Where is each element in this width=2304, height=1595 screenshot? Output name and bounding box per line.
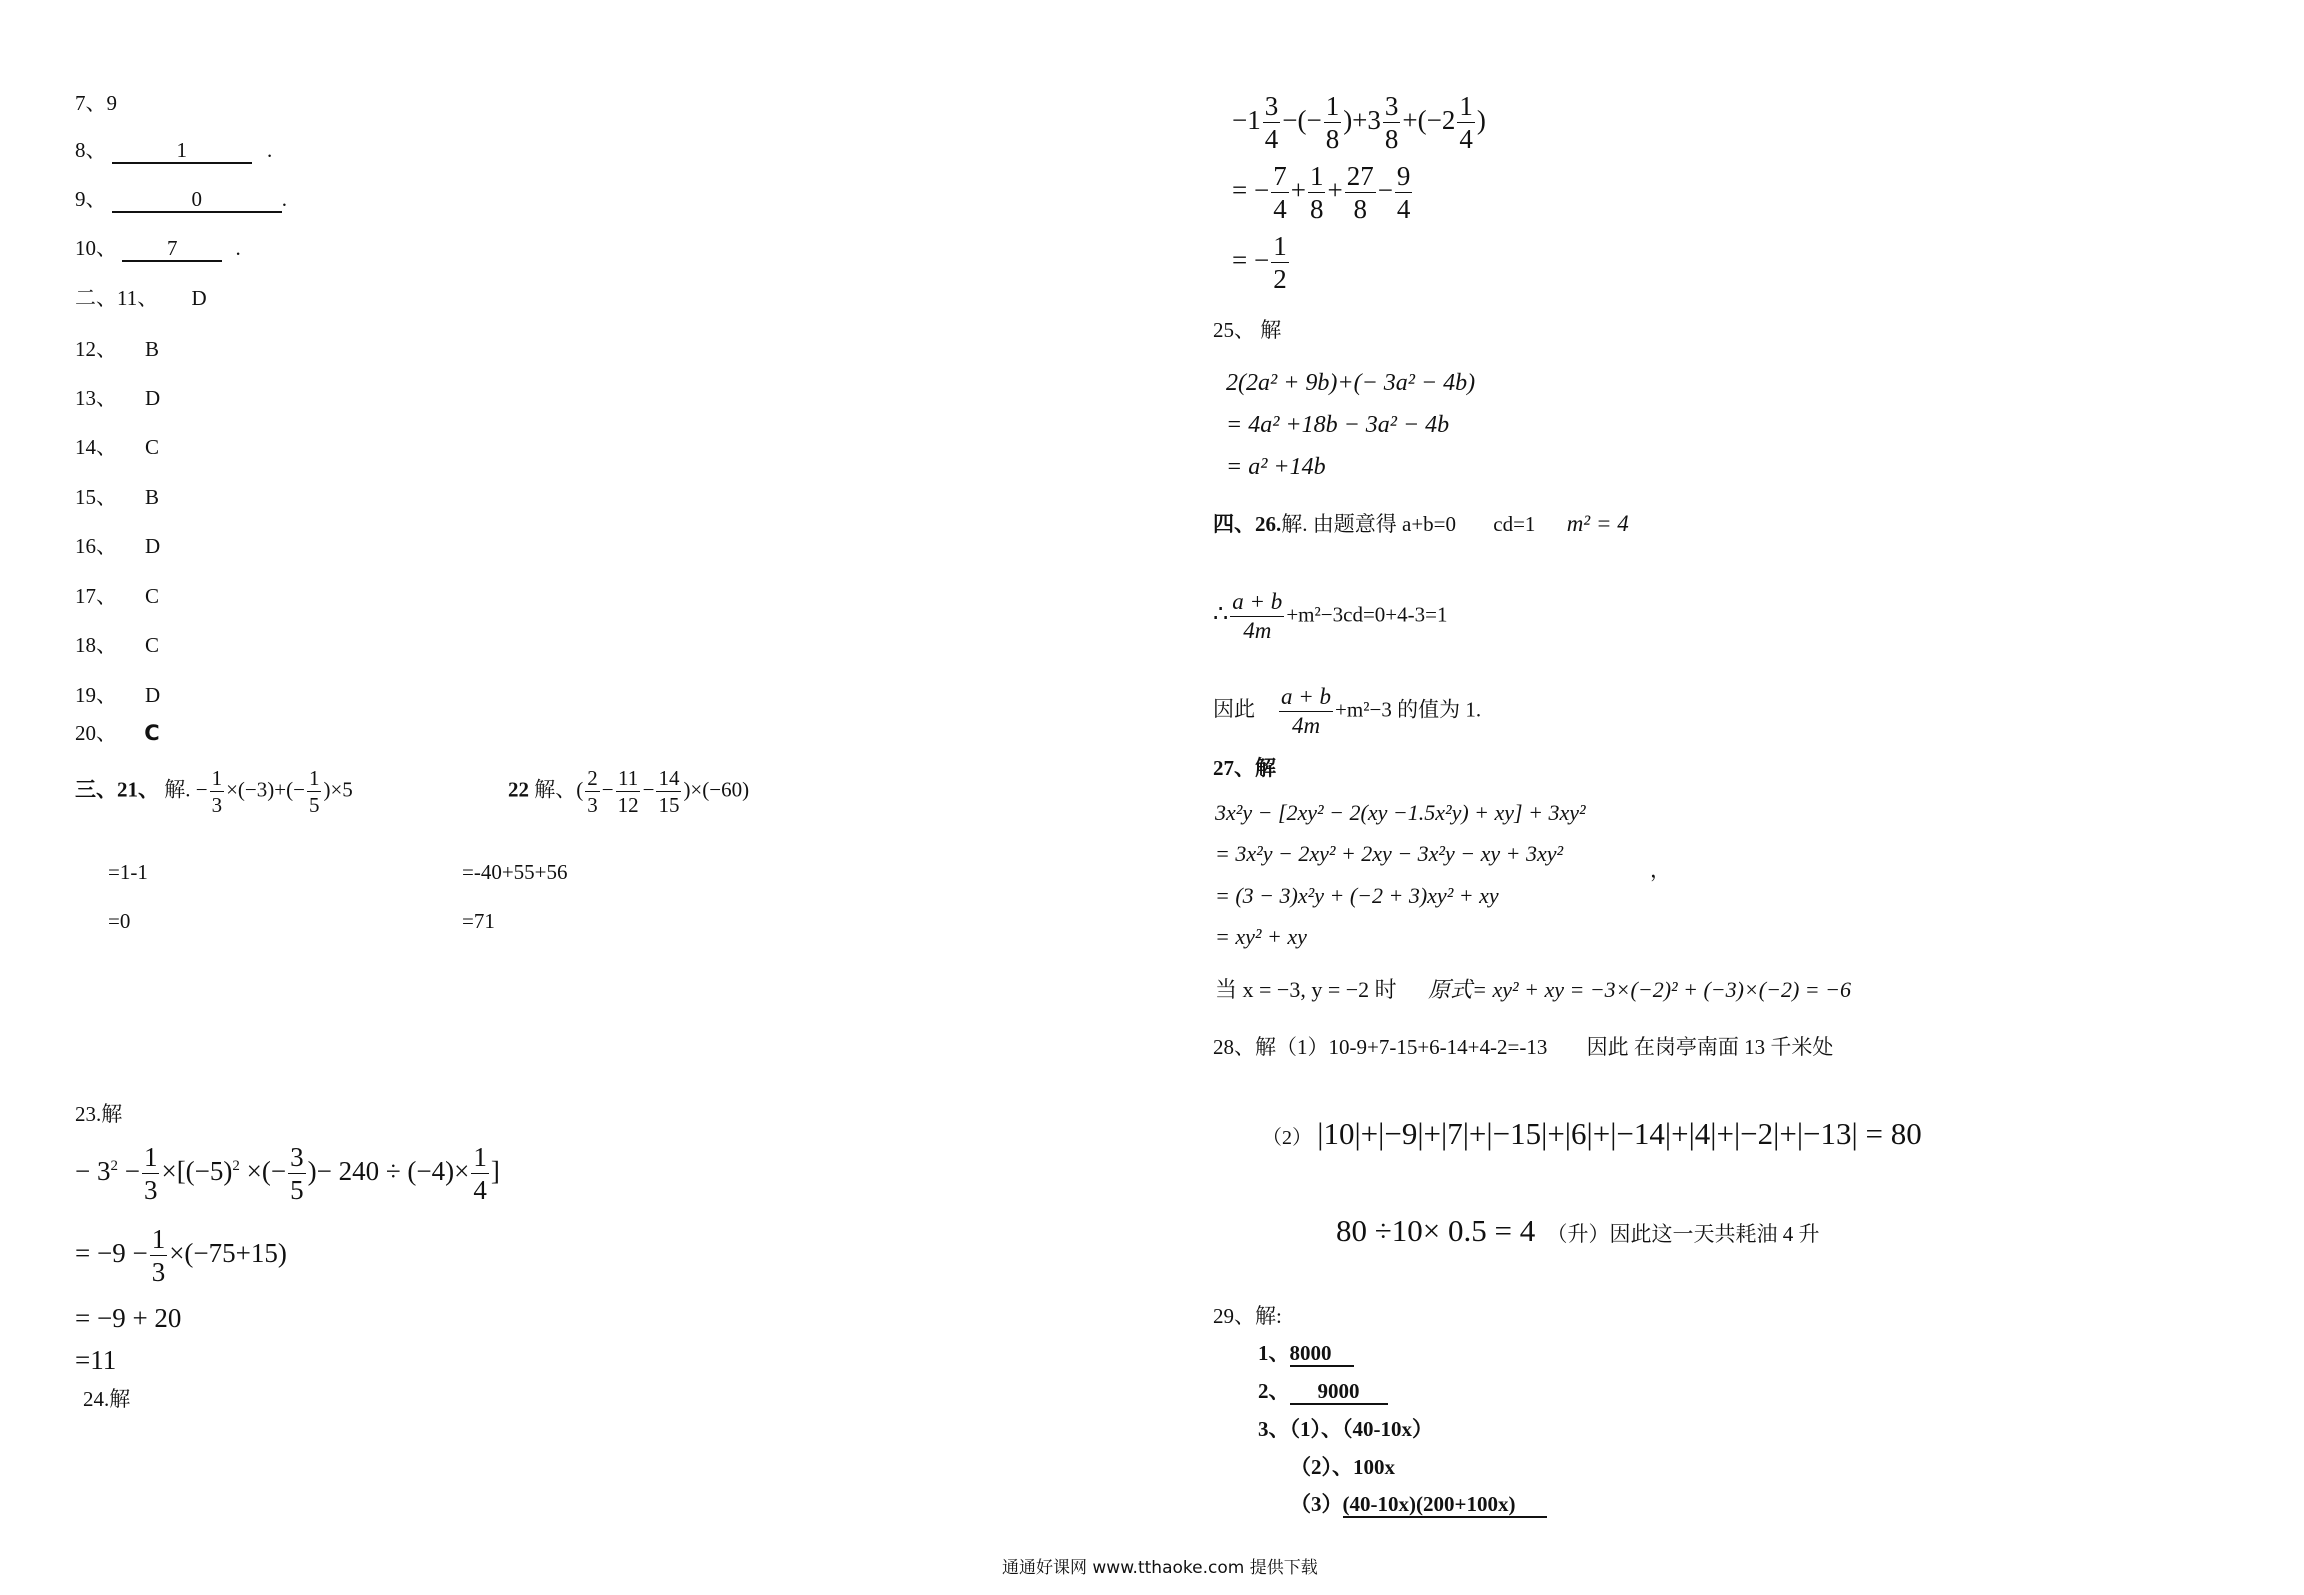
q28-part-2: （2） |10|+|−9|+|7|+|−15|+|6|+|−14|+|4|+|−2|+|−13| = 80	[1262, 1116, 1922, 1151]
footer-credit: 通通好课网 www.tthaoke.com 提供下载	[1002, 1558, 1318, 1578]
q29-answer-3-3: （3）(40-10x)(200+100x)	[1290, 1494, 1547, 1518]
q29-answer-3-1: 3、（1）、（40-10x）	[1258, 1417, 1433, 1441]
q21-expression: 三、21、 解. − $\frac{1}{3}$ ×(−3)+(− $\frac{1}{5}$ )×5	[75, 766, 353, 818]
fraction: $\frac{1}{8}$	[1309, 161, 1324, 225]
q23-line-2: = −9 − $\frac{1}{3}$ ×(−75+15)	[75, 1224, 287, 1288]
calc-line-1: −1 $\frac{3}{4}$ −(− $\frac{1}{8}$ )+3 $\frac{3}{8}$ +(−2 $\frac{1}{4}$ )	[1232, 91, 1486, 155]
fraction: $\frac{3}{8}$	[1384, 91, 1399, 155]
q23-line-3: = −9 + 20	[75, 1303, 182, 1333]
fraction: $\frac{1}{8}$	[1325, 91, 1340, 155]
mc-answer-row: 12、 B	[75, 337, 160, 361]
q28-part-1: 28、解（1）10-9+7-15+6-14+4-2=-13 因此 在岗亭南面 13 千米处	[1213, 1035, 1834, 1059]
mc-answer-row: 16、 D	[75, 534, 161, 558]
mc-answer-row: 19、 D	[75, 683, 161, 707]
mc-answer-row: 13、 D	[75, 386, 161, 410]
fraction: $\frac{1}{3}$	[211, 766, 223, 818]
q10-answer-blank: 7	[122, 238, 222, 262]
fraction: $\frac{1}{5}$	[308, 766, 320, 818]
q25-label: 25、 解	[1213, 318, 1282, 342]
q27-line-3: = (3 − 3)x²y + (−2 + 3)xy² + xy	[1215, 883, 1499, 908]
q9: 9、 0 .	[75, 187, 287, 211]
mc-answer-row: 18、 C	[75, 633, 160, 657]
q25-line-1: 2(2a² + 9b)+(− 3a² − 4b)	[1226, 370, 1476, 396]
fraction: $\frac{14}{15}$	[658, 766, 680, 818]
fraction: $\frac{2}{3}$	[587, 766, 598, 818]
q23-line-1: − $3^2$ − $\frac{1}{3}$ $\times[(-5)^2$ ×(− $\frac{3}{5}$ )− 240 ÷ (−4)× $\frac{1}{4}$ ]	[75, 1142, 500, 1206]
mc-answer-row: 17、 C	[75, 584, 160, 608]
q20: 20、 C	[75, 721, 160, 745]
mc-answer-row: 14、 C	[75, 435, 160, 459]
q8-answer-blank: 1	[112, 140, 252, 164]
q24-label: 24.解	[83, 1387, 131, 1411]
fraction: $\frac{11}{12}$	[617, 766, 639, 818]
q27-line-2: = 3x²y − 2xy² + 2xy − 3x²y − xy + 3xy²	[1215, 841, 1564, 866]
q23-label: 23.解	[75, 1102, 123, 1126]
calc-line-2: = − $\frac{7}{4}$ + $\frac{1}{8}$ + $\frac{27}{8}$ − $\frac{9}{4}$	[1232, 161, 1411, 225]
fraction: $\frac{1}{4}$	[1459, 91, 1473, 155]
calc-line-3: = − $\frac{1}{2}$	[1232, 231, 1287, 295]
section-2-q11: 二、11、 D	[75, 286, 207, 310]
q8: 8、 1 .	[75, 138, 273, 162]
fraction: $\frac{1}{3}$	[151, 1224, 166, 1288]
q27-line-1: 3x²y − [2xy² − 2(xy −1.5x²y) + xy] + 3xy²	[1215, 800, 1586, 825]
fraction: $\frac{7}{4}$	[1273, 161, 1287, 225]
q27-line-4: = xy² + xy	[1215, 924, 1307, 949]
fraction: $\frac{9}{4}$	[1396, 161, 1411, 225]
q21-step-1: =1-1	[108, 860, 148, 884]
fraction: $\frac{27}{8}$	[1346, 161, 1374, 225]
q27-label: 27、解	[1213, 756, 1276, 780]
q27-comma: ，	[1650, 858, 1671, 882]
q26-therefore: ∴ $\frac{a + b}{4m}$ +m²−3cd=0+4-3=1	[1213, 589, 1448, 644]
q29-answer-1: 1、8000	[1258, 1343, 1354, 1367]
fraction: $\frac{a + b}{4m}$	[1232, 589, 1283, 644]
fraction: $\frac{1}{4}$	[473, 1142, 487, 1206]
q22-expression: 22 解、( $\frac{2}{3}$ − $\frac{11}{12}$ − $\frac{14}{15}$ )×(−60)	[508, 766, 750, 818]
fraction: $\frac{3}{4}$	[1264, 91, 1279, 155]
mc-answer-row: 15、 B	[75, 485, 160, 509]
q26-given: 四、26.解. 由题意得 a+b=0 cd=1 m² = 4	[1213, 511, 1629, 536]
fraction: $\frac{a + b}{4m}$	[1281, 684, 1332, 739]
q29-answer-3-2: （2）、100x	[1290, 1455, 1395, 1479]
q22-step-1: =-40+55+56	[462, 860, 568, 884]
q28-part-3: 80 ÷10× 0.5 = 4 （升）因此这一天共耗油 4 升	[1336, 1213, 1820, 1248]
q29-label: 29、解:	[1213, 1304, 1282, 1328]
q21-step-2: =0	[108, 909, 131, 933]
fraction: $\frac{3}{5}$	[290, 1142, 304, 1206]
q9-answer-blank: 0	[112, 189, 282, 213]
q10: 10、 7 .	[75, 236, 241, 260]
q26-conclusion: 因此 $\frac{a + b}{4m}$ +m²−3 的值为 1.	[1213, 684, 1482, 739]
q7: 7、9	[75, 91, 117, 115]
q25-line-2: = 4a² +18b − 3a² − 4b	[1226, 412, 1450, 438]
fraction: $\frac{1}{3}$	[143, 1142, 158, 1206]
q29-answer-2: 2、 9000	[1258, 1381, 1388, 1405]
q27-substitution: 当 x = −3, y = −2 时 原式= xy² + xy = −3×(−2)² + (−3)×(−2) = −6	[1215, 977, 1851, 1002]
q25-line-3: = a² +14b	[1226, 454, 1326, 480]
q22-step-2: =71	[462, 909, 495, 933]
q23-line-4: =11	[75, 1345, 117, 1375]
fraction: $\frac{1}{2}$	[1273, 231, 1287, 295]
